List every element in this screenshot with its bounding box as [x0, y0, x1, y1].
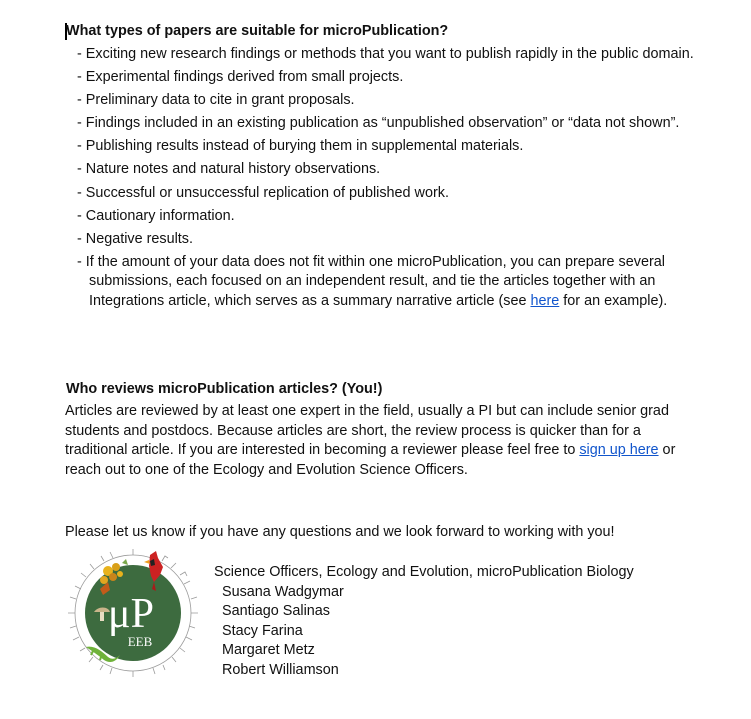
papers-heading: What types of papers are suitable for microPublication? — [66, 23, 449, 39]
list-item: - Preliminary data to cite in grant proposals. — [77, 91, 717, 111]
logo-sub-text: EEB — [127, 634, 153, 649]
signature-block — [214, 563, 634, 680]
integrations-text-end: for an example). — [559, 292, 668, 309]
signature-name: Susana Wadgymar — [222, 583, 344, 600]
list-item: - Publishing results instead of burying them in supplemental materials. — [77, 137, 717, 157]
list-item: - Cautionary information. — [77, 207, 717, 227]
signature-name: Robert Williamson — [222, 661, 339, 678]
list-item: - Exciting new research findings or methods that you want to publish rapidly in the public domain. — [77, 45, 717, 65]
signature-name: Santiago Salinas — [222, 603, 331, 619]
list-item: - Negative results. — [77, 230, 717, 250]
signature-title: Science Officers, Ecology and Evolution, microPublication Biology — [214, 564, 634, 580]
sign-up-link[interactable]: sign up here — [579, 442, 659, 458]
papers-list — [77, 45, 717, 315]
closing-paragraph: Please let us know if you have any questions and we look forward to working with you! — [65, 524, 615, 540]
integrations-text: If the amount of your data does not fit within one microPublication, you can prepare several submissions, each focused on an independent result, and tie the articles together with an Integrations article, which serves as a summary narrative article (see — [85, 253, 665, 309]
reviews-text-end: or reach out to one of the Ecology and Evolution Science Officers. — [65, 442, 676, 478]
list-item: - Experimental findings derived from small projects. — [77, 68, 717, 88]
list-item: - Nature notes and natural history observations. — [77, 160, 717, 180]
here-link[interactable]: here — [530, 292, 560, 309]
list-item: - Findings included in an existing publication as “unpublished observation” or “data not shown”. — [77, 114, 717, 134]
reviews-text: Articles are reviewed by at least one expert in the field, usually a PI but can include senior grad students and postdocs. Because articles are short, the review process is quicker than for a traditional article. If you are interested in becoming a reviewer please feel free to — [65, 403, 669, 458]
reviews-heading: Who reviews microPublication articles? (You!) — [66, 381, 383, 397]
signature-name: Margaret Metz — [222, 642, 315, 658]
micropublication-eeb-logo — [64, 549, 202, 677]
signature-name: Stacy Farina — [222, 622, 303, 639]
logo-main-text: μP — [108, 591, 154, 637]
list-item-integrations — [77, 253, 717, 312]
list-item: - Successful or unsuccessful replication of published work. — [77, 184, 717, 204]
reviews-paragraph — [65, 402, 695, 480]
